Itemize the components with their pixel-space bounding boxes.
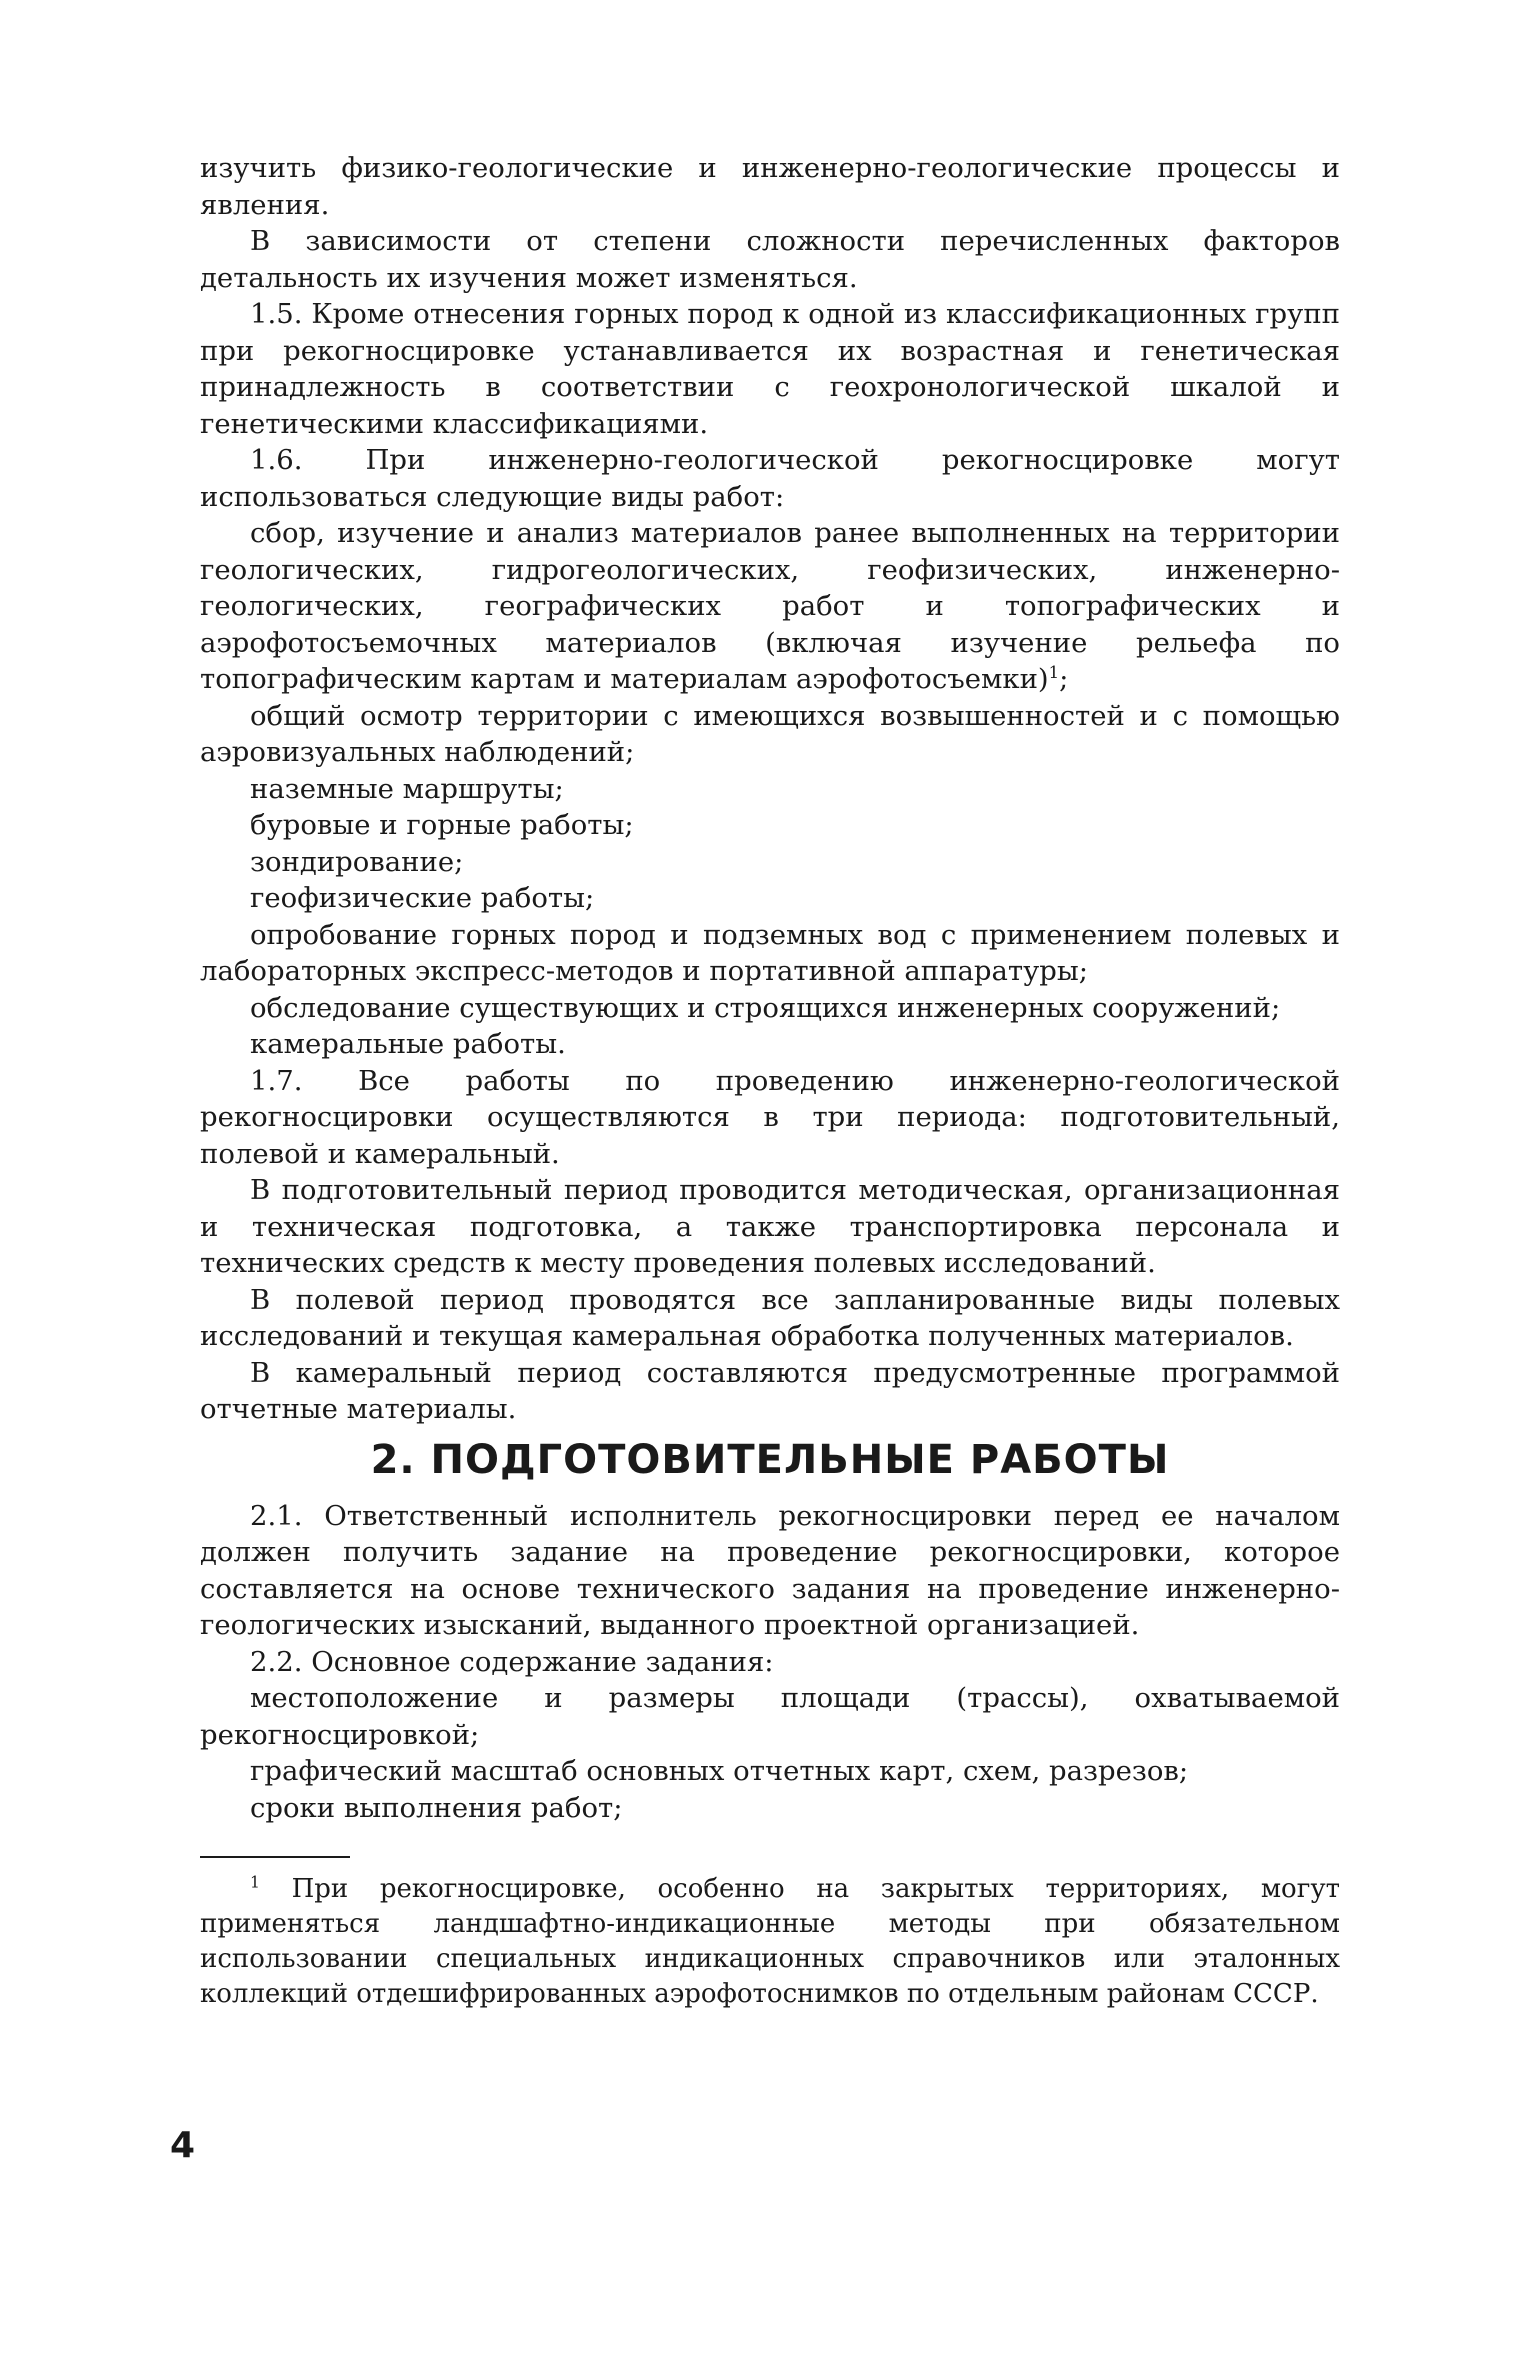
work-type-item — [200, 515, 1340, 698]
paragraph-preparatory-period: В подготовительный период проводится методическая, организационная и техническая подготовка, а также транспортировка персонала и технических средств к месту проведения полевых исследований. — [200, 1174, 1340, 1279]
paragraph-field-period: В полевой период проводятся все запланированные виды полевых исследований и текущая камеральная обработка полученных материалов. — [200, 1283, 1340, 1352]
footnote-reference: 1 — [1048, 662, 1060, 682]
footnote-reference-suffix: ; — [1059, 663, 1069, 695]
text-column — [200, 150, 1340, 2012]
work-type-item: наземные маршруты; — [250, 772, 564, 805]
work-type-text: сбор, изучение и анализ материалов ранее выполненных на территории геологических, гидрогеологических, геофизических, инженерно-геологических, географических работ и топографических и аэрофотосъемочных материалов (включая изучение рельефа по топографическим картам и материалам аэрофотосъемки) — [200, 517, 1340, 695]
paragraph-2-2: 2.2. Основное содержание задания: — [250, 1645, 774, 1678]
work-type-item: геофизические работы; — [250, 882, 595, 914]
footnote-divider — [200, 1856, 350, 1858]
footnote-text: При рекогносцировке, особенно на закрытых территориях, могут применяться ландшафтно-индикационные методы при обязательном использовании специальных индикационных справочников или эталонных коллекций отдешифрированных аэрофотоснимков по отдельным районам СССР. — [200, 1874, 1340, 2009]
section-heading: 2. ПОДГОТОВИТЕЛЬНЫЕ РАБОТЫ — [370, 1436, 1170, 1483]
paragraph-1-6: 1.6. При инженерно-геологической рекогносцировке могут использоваться следующие виды работ: — [200, 444, 1340, 513]
paragraph-complexity: В зависимости от степени сложности перечисленных факторов детальность их изучения может изменяться. — [200, 225, 1340, 294]
task-item: местоположение и размеры площади (трассы), охватываемой рекогносцировкой; — [200, 1682, 1340, 1751]
task-item: сроки выполнения работ; — [250, 1791, 623, 1824]
work-type-item: обследование существующих и строящихся инженерных сооружений; — [250, 991, 1281, 1024]
footnote-mark: 1 — [250, 1873, 260, 1892]
paragraph-1-7: 1.7. Все работы по проведению инженерно-геологической рекогносцировки осуществляются в три периода: подготовительный, полевой и камеральный. — [200, 1064, 1340, 1170]
work-type-item: зондирование; — [250, 845, 464, 878]
work-type-item: камеральные работы. — [250, 1028, 566, 1060]
work-type-item: общий осмотр территории с имеющихся возвышенностей и с помощью аэровизуальных наблюдений; — [200, 699, 1340, 768]
paragraph-intro: изучить физико-геологические и инженерно-геологические процессы и явления. — [200, 152, 1340, 221]
paragraph-2-1: 2.1. Ответственный исполнитель рекогносцировки перед ее началом должен получить задание на проведение рекогносцировки, которое составляется на основе технического задания на проведение инженерно-геологических изысканий, выданного проектной организацией. — [200, 1499, 1340, 1641]
task-item: графический масштаб основных отчетных карт, схем, разрезов; — [250, 1755, 1189, 1787]
paragraph-1-5: 1.5. Кроме отнесения горных пород к одной из классификационных групп при рекогносцировке устанавливается их возрастная и генетическая принадлежность в соответствии с геохронологической шкалой и генетическими классификациями. — [200, 298, 1340, 440]
paragraph-office-period: В камеральный период составляются предусмотренные программой отчетные материалы. — [200, 1356, 1340, 1425]
page-number: 4 — [170, 2125, 196, 2166]
work-type-item: буровые и горные работы; — [250, 809, 634, 841]
work-type-item: опробование горных пород и подземных вод с применением полевых и лабораторных экспресс-методов и портативной аппаратуры; — [200, 918, 1340, 987]
footnote — [200, 1872, 1340, 2012]
